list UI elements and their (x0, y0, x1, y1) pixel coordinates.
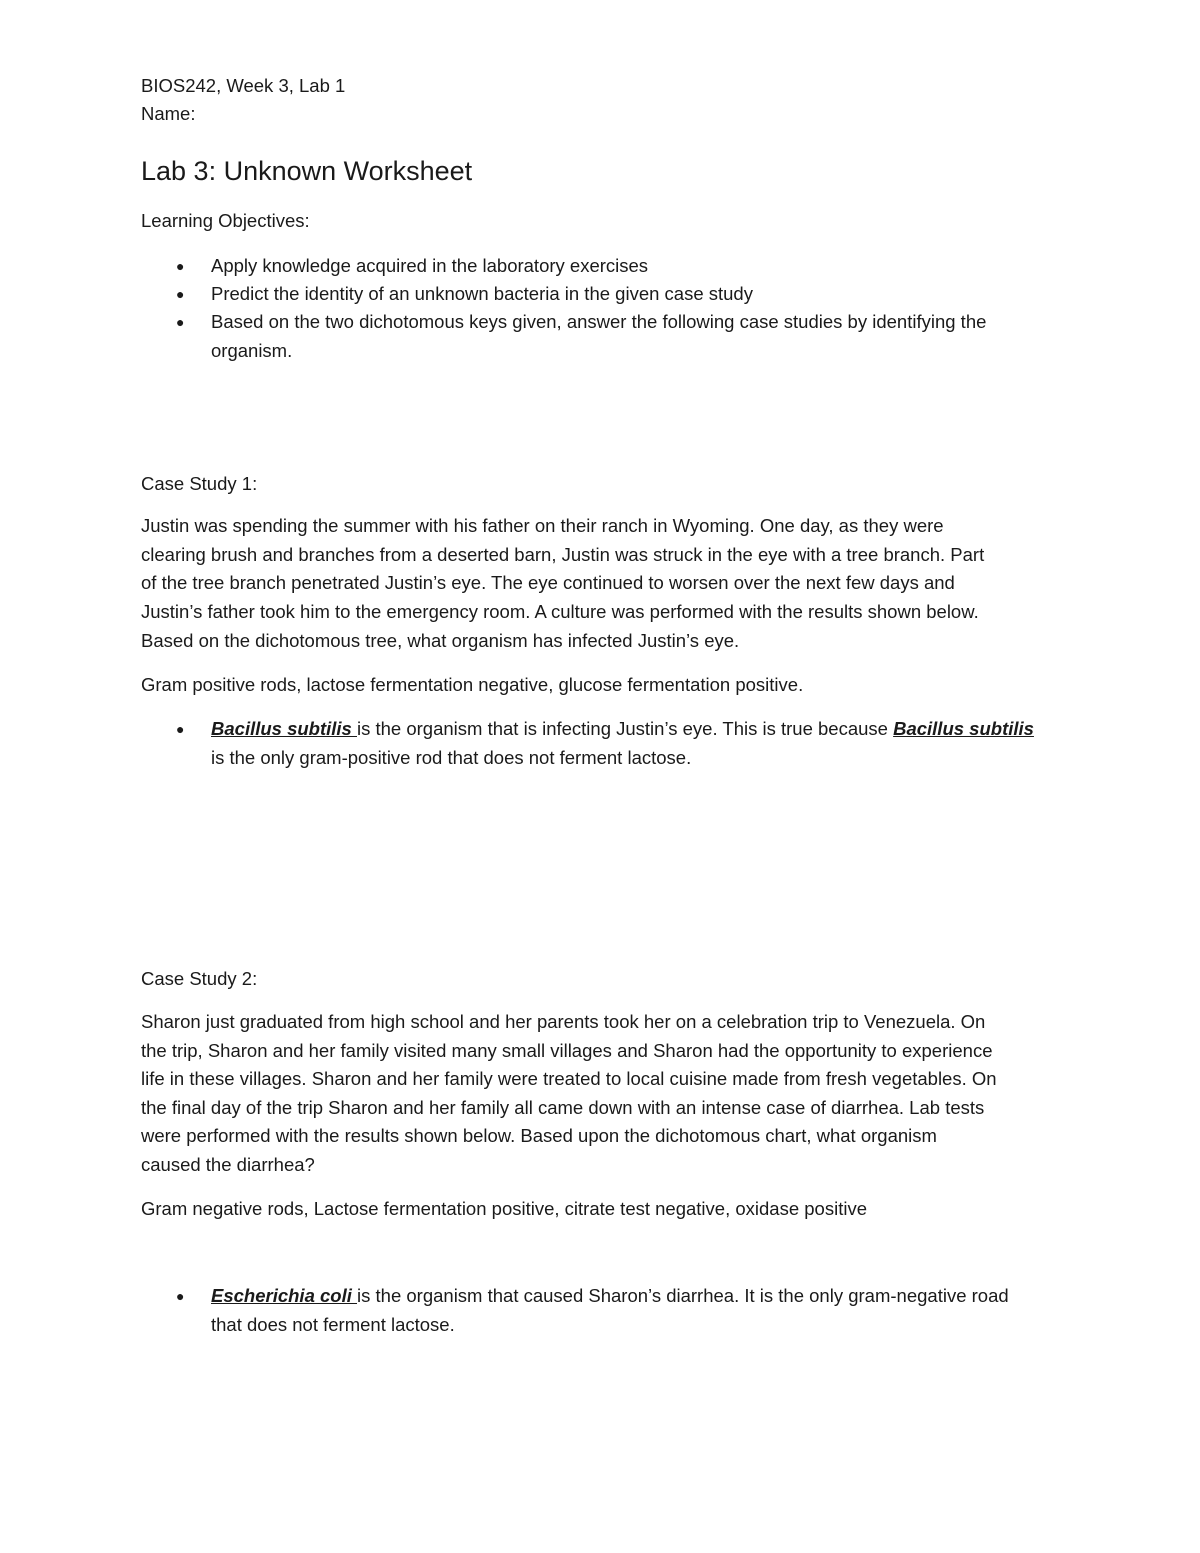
objective-item: Apply knowledge acquired in the laboratory exercises (211, 255, 649, 276)
bullet-icon: ● (176, 314, 185, 330)
case2-heading: Case Study 2: (141, 968, 258, 989)
organism-name: Bacillus subtilis (211, 718, 357, 739)
name-label: Name: (141, 103, 196, 124)
bullet-icon: ● (176, 721, 185, 737)
organism-name: Escherichia coli (211, 1285, 358, 1306)
case1-results: Gram positive rods, lactose fermentation negative, glucose fermentation positive. (141, 674, 804, 695)
case1-heading: Case Study 1: (141, 473, 258, 494)
case2-line: the final day of the trip Sharon and her family all came down with an intense case of diarrhea. Lab tests (141, 1097, 985, 1118)
case1-answer-line-2: is the only gram-positive rod that does not ferment lactose. (211, 747, 692, 768)
case1-line: Based on the dichotomous tree, what organism has infected Justin’s eye. (141, 630, 740, 651)
objective-item: Predict the identity of an unknown bacteria in the given case study (211, 283, 753, 304)
case2-line: life in these villages. Sharon and her family were treated to local cuisine made from fresh vegetables. On (141, 1068, 997, 1089)
case1-line: clearing brush and branches from a deserted barn, Justin was struck in the eye with a tree branch. Part (141, 544, 985, 565)
case1-answer-line (211, 715, 1034, 744)
case2-line: caused the diarrhea? (141, 1154, 315, 1175)
objectives-heading: Learning Objectives: (141, 210, 310, 231)
case2-line: were performed with the results shown below. Based upon the dichotomous chart, what organism (141, 1125, 937, 1146)
objective-item-continued: organism. (211, 340, 293, 361)
case2-results: Gram negative rods, Lactose fermentation positive, citrate test negative, oxidase positive (141, 1198, 867, 1219)
case1-line: Justin was spending the summer with his father on their ranch in Wyoming. One day, as they were (141, 515, 944, 536)
bullet-icon: ● (176, 1288, 185, 1304)
page-title: Lab 3: Unknown Worksheet (141, 156, 473, 186)
case2-answer-line-2: that does not ferment lactose. (211, 1314, 455, 1335)
case2-line: Sharon just graduated from high school and her parents took her on a celebration trip to Venezuela. On (141, 1011, 986, 1032)
bullet-icon: ● (176, 258, 185, 274)
organism-name: Bacillus subtilis (893, 718, 1034, 739)
objective-item: Based on the two dichotomous keys given, answer the following case studies by identifying the (211, 311, 987, 332)
case2-line: the trip, Sharon and her family visited many small villages and Sharon had the opportunity to experience (141, 1040, 993, 1061)
case1-line: Justin’s father took him to the emergency room. A culture was performed with the results shown below. (141, 601, 979, 622)
answer-text: is the organism that is infecting Justin’s eye. This is true because (357, 718, 894, 739)
case1-line: of the tree branch penetrated Justin’s eye. The eye continued to worsen over the next few days and (141, 572, 955, 593)
answer-text: is the organism that caused Sharon’s diarrhea. It is the only gram-negative road (357, 1285, 1009, 1306)
course-line: BIOS242, Week 3, Lab 1 (141, 75, 346, 96)
bullet-icon: ● (176, 286, 185, 302)
case2-answer-line (211, 1282, 1009, 1311)
